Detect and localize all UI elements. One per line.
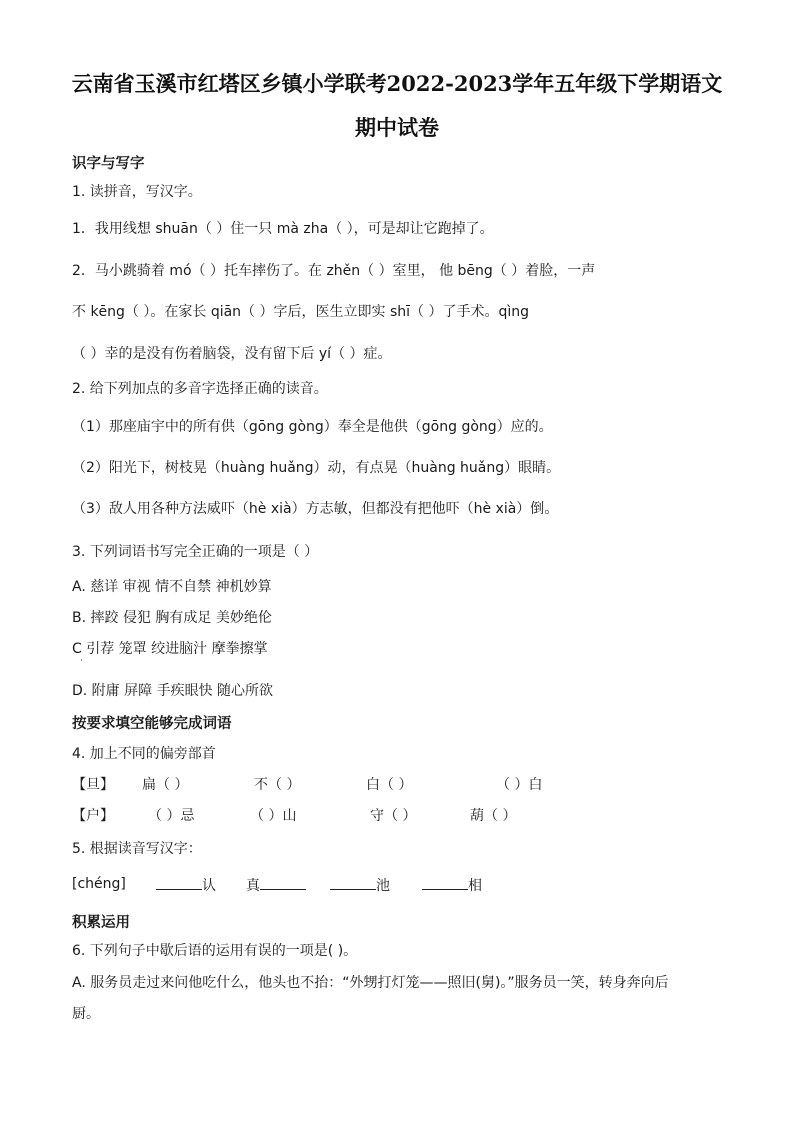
q5-word1-char: 认	[202, 878, 216, 894]
q1-line3: 不 kēng（ ）。在家长 qiān（ ）字后，医生立即实 shī（ ）了手术。qìng	[72, 304, 530, 320]
q2-stem: 2. 给下列加点的多音字选择正确的读音。	[72, 381, 328, 397]
q4-row2-item4: 葫（ ）	[470, 808, 517, 824]
q6-option-a-line1: A. 服务员走过来问他吃什么，他头也不抬：“外甥打灯笼——照旧(舅)。”服务员一笑，转身奔向后	[72, 975, 669, 991]
q1-stem: 1. 读拼音，写汉字。	[72, 184, 202, 200]
q6-option-a-line2: 厨。	[72, 1006, 100, 1022]
q4-row1-item2: 不（ ）	[254, 777, 301, 793]
q5-blank4[interactable]	[422, 875, 468, 890]
q2-item1: （1）那座庙宇中的所有供（gōng gòng）奉全是他供（gōng gòng）应的。	[72, 419, 553, 435]
q4-row2-item3: 守（ ）	[370, 808, 417, 824]
q4-row1-item4: （ ）白	[496, 777, 543, 793]
q5-stem: 5. 根据读音写汉字：	[72, 841, 202, 857]
q4-row1-item3: 白（ ）	[366, 777, 413, 793]
q5-blank1[interactable]	[156, 875, 202, 890]
q3-option-b: B. 摔跤 侵犯 胸有成足 美妙绝伦	[72, 610, 272, 626]
q5-word2-char: 真	[246, 878, 260, 894]
q5-word4	[422, 875, 482, 895]
q3-option-c: C 引荐 笼罩 绞进脑汁 摩拳擦掌	[72, 641, 268, 657]
q5-blank3[interactable]	[330, 875, 376, 890]
q4-row2-item1: （ ）忌	[148, 808, 195, 824]
section-heading-literacy: 识字与写字	[72, 156, 145, 172]
exam-title-line1: 云南省玉溪市红塔区乡镇小学联考2022-2023学年五年级下学期语文	[71, 71, 723, 96]
q5-word4-char: 相	[468, 878, 482, 894]
q1-line2: 2．马小跳骑着 mó（ ）托车摔伤了。在 zhěn（ ）室里， 他 bēng（ ）着脸，一声	[72, 263, 596, 279]
q5-blank2[interactable]	[260, 875, 306, 890]
q1-line4: （ ）幸的是没有伤着脑袋，没有留下后 yí（ ）症。	[72, 346, 392, 362]
section-heading-application: 积累运用	[72, 915, 130, 931]
q2-item2: （2）阳光下，树枝晃（huàng huǎng）动，有点晃（huàng huǎng）眼睛。	[72, 460, 561, 476]
exam-title-line2: 期中试卷	[355, 115, 439, 140]
q5-word2	[246, 875, 306, 895]
q3-stem: 3. 下列词语书写完全正确的一项是（ ）	[72, 544, 319, 560]
q4-row1-radical: 【旦】	[72, 777, 114, 793]
q1-line1: 1．我用线想 shuān（ ）住一只 mà zha（ ），可是却让它跑掉了。	[72, 221, 494, 237]
q5-word3-char: 池	[376, 878, 390, 894]
q4-row1-item1: 扁（ ）	[142, 777, 189, 793]
q2-item3: （3）敌人用各种方法威吓（hè xià）方志敏，但都没有把他吓（hè xià）倒。	[72, 501, 559, 517]
q5-word1	[156, 875, 216, 895]
q4-stem: 4. 加上不同的偏旁部首	[72, 746, 216, 762]
q4-row2-radical: 【户】	[72, 808, 114, 824]
q5-pinyin: [chéng]	[72, 876, 126, 892]
q6-stem: 6. 下列句子中歇后语的运用有误的一项是( )。	[72, 943, 358, 959]
q5-word3	[330, 875, 390, 895]
q3-option-a: A. 慈详 审视 情不自禁 神机妙算	[72, 579, 272, 595]
section-heading-fill-words: 按要求填空能够完成词语	[72, 716, 232, 732]
option-dot-mark: ·	[80, 656, 83, 666]
q3-option-d: D. 附庸 屏障 手疾眼快 随心所欲	[72, 683, 274, 699]
q4-row2-item2: （ ）山	[250, 808, 297, 824]
